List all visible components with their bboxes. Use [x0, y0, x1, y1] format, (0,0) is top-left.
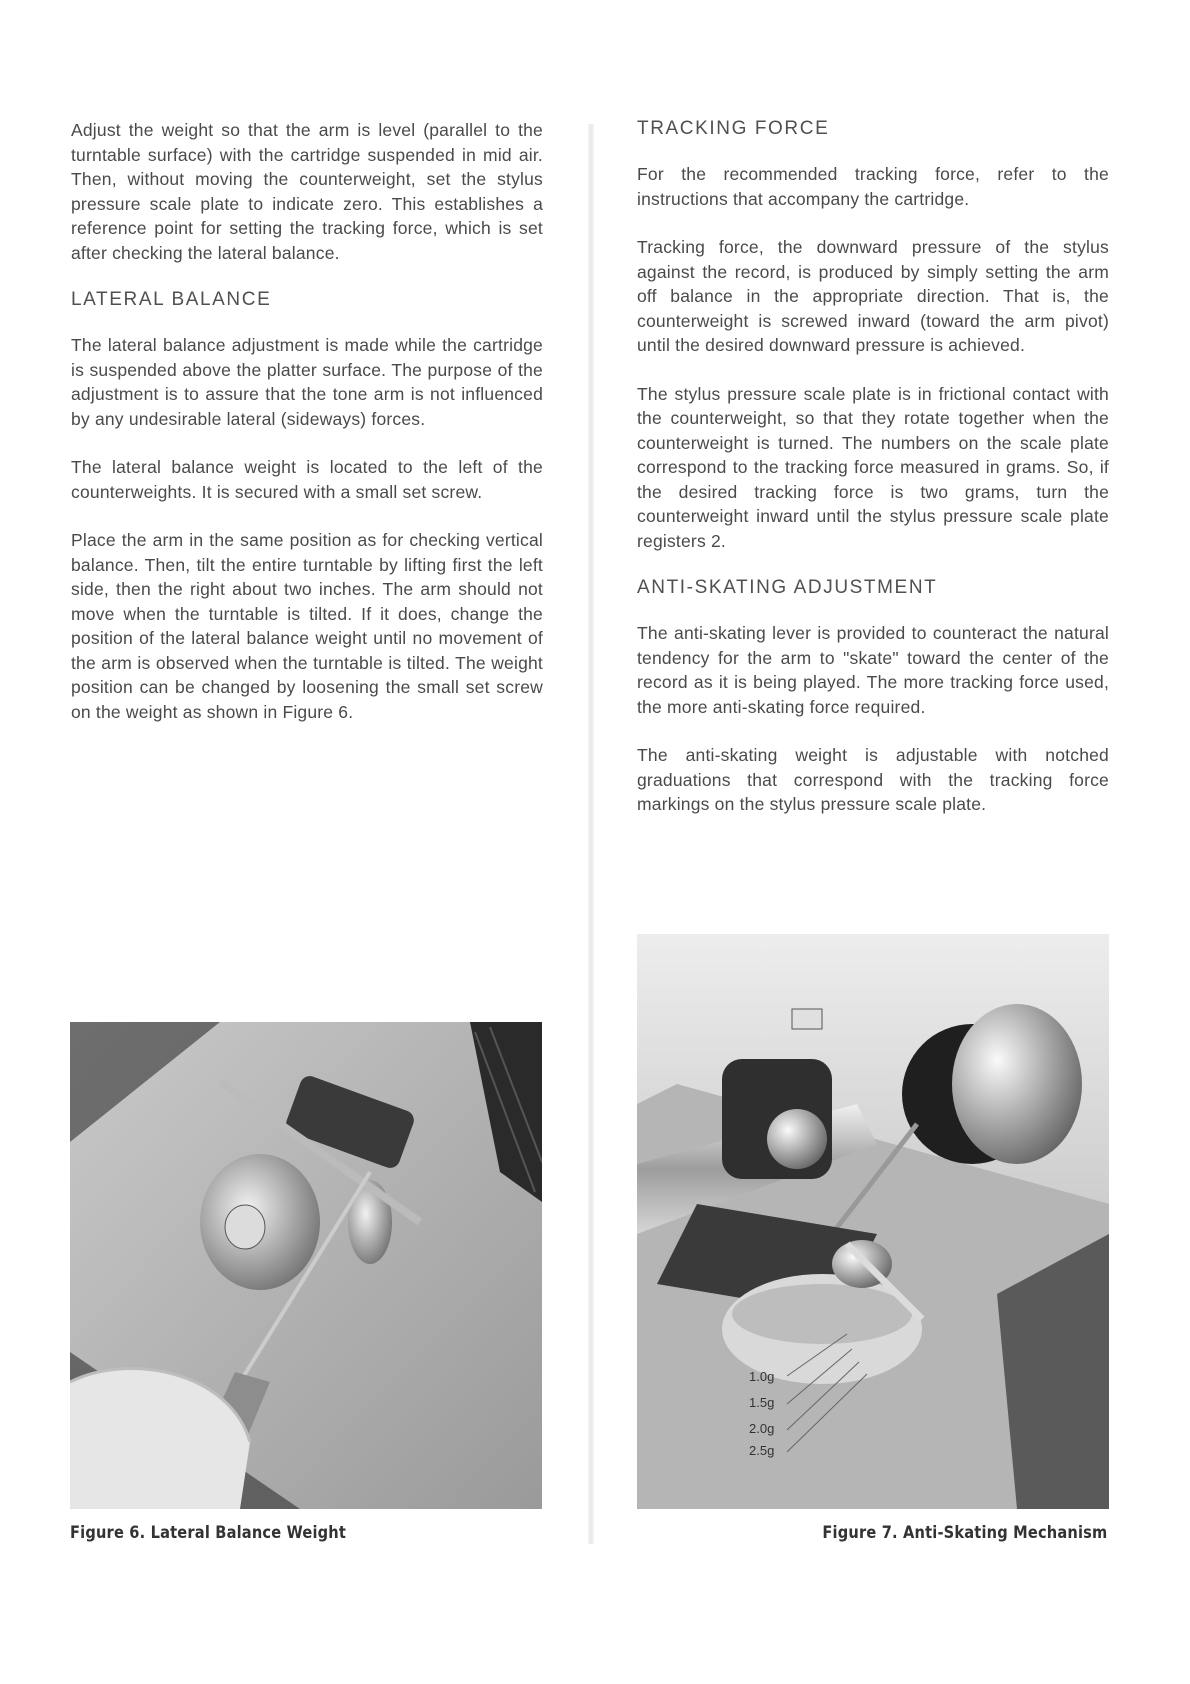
tracking-force-paragraph-3: The stylus pressure scale plate is in frictional contact with the counterweight, so that they rotate together when the counterweight is turned. The numbers on the scale plate correspond to the tracking force measured in grams. So, if the desired tracking force is two grams, turn the counterweight inward until the stylus pressure scale plate registers 2.	[637, 383, 1109, 551]
right-column	[637, 118, 1109, 841]
lateral-balance-paragraph-2: The lateral balance weight is located to the left of the counterweights. It is secured with a small set screw.	[71, 457, 543, 502]
lateral-balance-paragraph-1: The lateral balance adjustment is made while the cartridge is suspended above the platter surface. The purpose of the adjustment is to assure that the tone arm is not influenced by any undesirable lateral (sideways) forces.	[71, 335, 543, 429]
figure-6-caption: Figure 6. Lateral Balance Weight	[70, 1523, 347, 1543]
lateral-balance-paragraph-3: Place the arm in the same position as for checking vertical balance. Then, tilt the entire turntable by lifting first the left side, then the right about two inches. The arm should not move when the turntable is tilted. If it does, change the position of the lateral balance weight until no movement of the arm is observed when the turntable is tilted. The weight position can be changed by loosening the small set screw on the weight as shown in Figure 6.	[71, 530, 543, 722]
tracking-force-paragraph-2: Tracking force, the downward pressure of the stylus against the record, is produced by simply setting the arm off balance in the appropriate direction. That is, the counterweight is screwed inward (toward the arm pivot) until the desired downward pressure is achieved.	[637, 237, 1109, 355]
column-divider	[588, 124, 594, 1544]
figure-7-label-4: 2.5g	[749, 1443, 775, 1458]
figure-7-caption: Figure 7. Anti-Skating Mechanism	[821, 1523, 1107, 1543]
intro-paragraph: Adjust the weight so that the arm is level (parallel to the turntable surface) with the cartridge suspended in mid air. Then, without moving the counterweight, set the stylus pressure scale plate to indicate zero. This establishes a reference point for setting the tracking force, which is set after checking the lateral balance.	[71, 120, 543, 263]
figure-7-label-2: 1.5g	[749, 1395, 775, 1410]
figure-6-photo	[70, 1022, 542, 1509]
anti-skating-heading: ANTI-SKATING ADJUSTMENT	[637, 577, 938, 598]
anti-skating-paragraph-1: The anti-skating lever is provided to counteract the natural tendency for the arm to "skate" toward the center of the record as it is being played. The more tracking force used, the more anti-skating force required.	[637, 623, 1109, 717]
tracking-force-paragraph-1: For the recommended tracking force, refer to the instructions that accompany the cartridge.	[637, 164, 1109, 209]
figure-7-photo	[637, 934, 1109, 1509]
lateral-balance-heading: LATERAL BALANCE	[71, 289, 272, 310]
left-column	[71, 118, 543, 748]
figure-7-label-3: 2.0g	[749, 1421, 775, 1436]
anti-skating-paragraph-2: The anti-skating weight is adjustable with notched graduations that correspond with the tracking force markings on the stylus pressure scale plate.	[637, 745, 1109, 814]
figure-7-label-1: 1.0g	[749, 1369, 775, 1384]
tracking-force-heading: TRACKING FORCE	[637, 118, 830, 139]
